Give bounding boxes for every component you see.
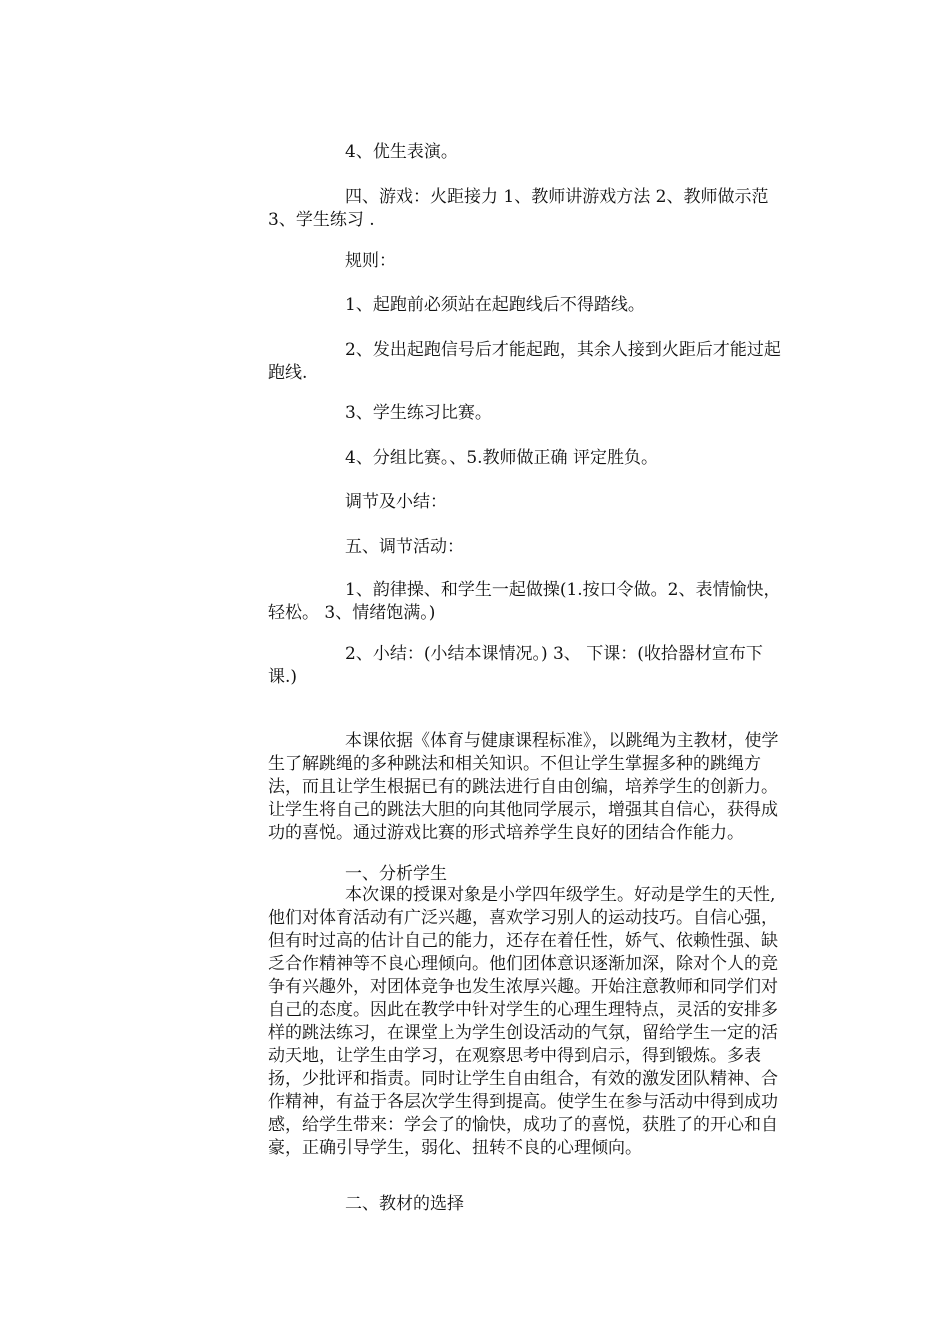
step-rules-heading: 规则： — [345, 251, 396, 271]
section-heading-students: 一、分析学生 — [345, 864, 447, 884]
step-rule-1: 1、起跑前必须站在起跑线后不得踏线。 — [345, 295, 645, 315]
step-rule-2: 2、发出起跑信号后才能起跑，其余人接到火距后才能过起跑线. — [268, 340, 781, 383]
step-game: 四、游戏：火距接力 1、教师讲游戏方法 2、教师做示范 3、学生练习 . — [268, 187, 769, 230]
step-rule-3: 3、学生练习比赛。 — [345, 403, 492, 423]
step-summary-heading: 调节及小结： — [345, 492, 447, 512]
step-rule-4: 4、分组比赛。、5.教师做正确 评定胜负。 — [345, 448, 658, 468]
analysis-students-body: 本次课的授课对象是小学四年级学生。好动是学生的天性,他们对体育活动有广泛兴趣，喜欢学习别人的运动技巧。自信心强，但有时过高的估计自己的能力，还存在着任性，娇气、依赖性强、缺乏合作精神等不良心理倾向。他们团体意识逐渐加深，除对个人的竞争有兴趣外，对团体竞争也发生浓厚兴趣。开始注意教师和同学们对自己的态度。因此在教学中针对学生的心理生理特点，灵活的安排多样的跳法练习，在课堂上为学生创设活动的气氛，留给学生一定的活动天地，让学生由学习，在观察思考中得到启示，得到锻炼。多表扬，少批评和指责。同时让学生自由组合，有效的激发团队精神、合作精神，有益于各层次学生得到提高。使学生在参与活动中得到成功感，给学生带来：学会了的愉快，成功了的喜悦，获胜了的开心和自豪，正确引导学生，弱化、扭转不良的心理倾向。 — [268, 885, 778, 1158]
step-wrap-up: 2、小结：(小结本课情况。) 3、 下课：(收拾器材宣布下课.) — [268, 644, 763, 687]
step-adjust-heading: 五、调节活动： — [345, 537, 464, 557]
section-heading-materials: 二、教材的选择 — [345, 1194, 464, 1214]
step-rhythm: 1、韵律操、和学生一起做操(1.按口令做。2、表情愉快， 轻松。 3、情绪饱满。) — [268, 580, 781, 623]
step-show: 4、优生表演。 — [345, 142, 458, 162]
analysis-intro: 本课依据《体育与健康课程标准》，以跳绳为主教材，使学生了解跳绳的多种跳法和相关知识。不但让学生掌握多种的跳绳方法，而且让学生根据已有的跳法进行自由创编，培养学生的创新力。让学生将自己的跳法大胆的向其他同学展示，增强其自信心，获得成功的喜悦。通过游戏比赛的形式培养学生良好的团结合作能力。 — [268, 731, 779, 843]
